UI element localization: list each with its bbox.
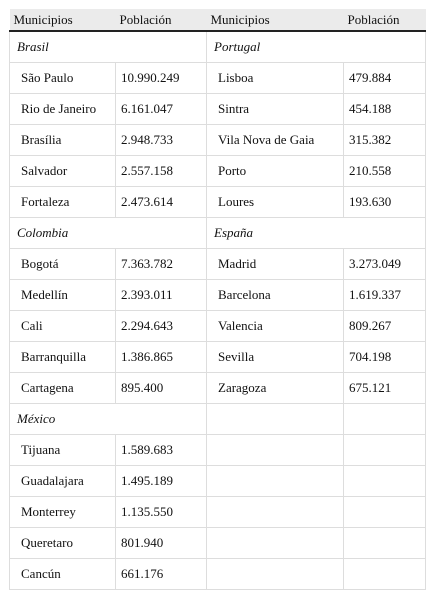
group-row — [10, 218, 426, 249]
municipality-cell: Salvador — [10, 156, 116, 187]
population-cell: 2.948.733 — [116, 125, 207, 156]
population-cell: 193.630 — [344, 187, 426, 218]
table-row — [10, 63, 426, 94]
empty-cell — [207, 528, 344, 559]
country-group-label: México — [10, 404, 207, 435]
country-group-label: España — [207, 218, 426, 249]
municipality-cell: Cancún — [10, 559, 116, 590]
empty-cell — [344, 435, 426, 466]
population-cell: 661.176 — [116, 559, 207, 590]
group-row — [10, 404, 426, 435]
empty-cell — [207, 497, 344, 528]
header-poblacion-left: Población — [116, 9, 207, 31]
municipality-cell: Tijuana — [10, 435, 116, 466]
table-row — [10, 280, 426, 311]
header-municipios-right: Municipios — [207, 9, 344, 31]
population-cell: 809.267 — [344, 311, 426, 342]
country-group-label: Portugal — [207, 31, 426, 63]
table-row — [10, 466, 426, 497]
population-cell: 801.940 — [116, 528, 207, 559]
header-row — [10, 9, 426, 31]
population-cell: 1.589.683 — [116, 435, 207, 466]
country-group-label: Brasil — [10, 31, 207, 63]
population-table-container — [9, 9, 425, 590]
population-cell: 1.619.337 — [344, 280, 426, 311]
table-row — [10, 311, 426, 342]
table-body — [10, 31, 426, 590]
population-cell: 10.990.249 — [116, 63, 207, 94]
table-row — [10, 559, 426, 590]
population-cell: 210.558 — [344, 156, 426, 187]
population-cell: 1.495.189 — [116, 466, 207, 497]
table-row — [10, 528, 426, 559]
municipality-cell: Lisboa — [207, 63, 344, 94]
empty-cell — [207, 435, 344, 466]
header-municipios-left: Municipios — [10, 9, 116, 31]
municipality-cell: São Paulo — [10, 63, 116, 94]
municipality-cell: Medellín — [10, 280, 116, 311]
country-group-label: Colombia — [10, 218, 207, 249]
municipality-cell: Brasília — [10, 125, 116, 156]
table-row — [10, 342, 426, 373]
municipality-cell: Sevilla — [207, 342, 344, 373]
municipality-cell: Vila Nova de Gaia — [207, 125, 344, 156]
table-row — [10, 373, 426, 404]
municipality-cell: Monterrey — [10, 497, 116, 528]
population-cell: 1.135.550 — [116, 497, 207, 528]
population-cell: 454.188 — [344, 94, 426, 125]
population-table — [9, 9, 426, 590]
municipality-cell: Barranquilla — [10, 342, 116, 373]
municipality-cell: Bogotá — [10, 249, 116, 280]
municipality-cell: Barcelona — [207, 280, 344, 311]
table-row — [10, 497, 426, 528]
population-cell: 675.121 — [344, 373, 426, 404]
population-cell: 2.294.643 — [116, 311, 207, 342]
municipality-cell: Rio de Janeiro — [10, 94, 116, 125]
empty-cell — [344, 497, 426, 528]
table-row — [10, 187, 426, 218]
population-cell: 479.884 — [344, 63, 426, 94]
population-cell: 315.382 — [344, 125, 426, 156]
population-cell: 7.363.782 — [116, 249, 207, 280]
population-cell: 704.198 — [344, 342, 426, 373]
table-row — [10, 435, 426, 466]
municipality-cell: Guadalajara — [10, 466, 116, 497]
empty-cell — [344, 559, 426, 590]
empty-cell — [344, 528, 426, 559]
municipality-cell: Loures — [207, 187, 344, 218]
empty-cell — [207, 559, 344, 590]
population-cell: 3.273.049 — [344, 249, 426, 280]
table-row — [10, 249, 426, 280]
empty-cell — [207, 466, 344, 497]
municipality-cell: Sintra — [207, 94, 344, 125]
population-cell: 2.393.011 — [116, 280, 207, 311]
municipality-cell: Valencia — [207, 311, 344, 342]
population-cell: 895.400 — [116, 373, 207, 404]
municipality-cell: Porto — [207, 156, 344, 187]
municipality-cell: Cali — [10, 311, 116, 342]
group-row — [10, 31, 426, 63]
municipality-cell: Madrid — [207, 249, 344, 280]
municipality-cell: Cartagena — [10, 373, 116, 404]
population-cell: 2.473.614 — [116, 187, 207, 218]
population-cell: 6.161.047 — [116, 94, 207, 125]
empty-cell — [207, 404, 344, 435]
municipality-cell: Fortaleza — [10, 187, 116, 218]
municipality-cell: Queretaro — [10, 528, 116, 559]
municipality-cell: Zaragoza — [207, 373, 344, 404]
table-row — [10, 125, 426, 156]
header-poblacion-right: Población — [344, 9, 426, 31]
empty-cell — [344, 404, 426, 435]
population-cell: 1.386.865 — [116, 342, 207, 373]
table-row — [10, 156, 426, 187]
population-cell: 2.557.158 — [116, 156, 207, 187]
table-row — [10, 94, 426, 125]
empty-cell — [344, 466, 426, 497]
table-header — [10, 9, 426, 31]
